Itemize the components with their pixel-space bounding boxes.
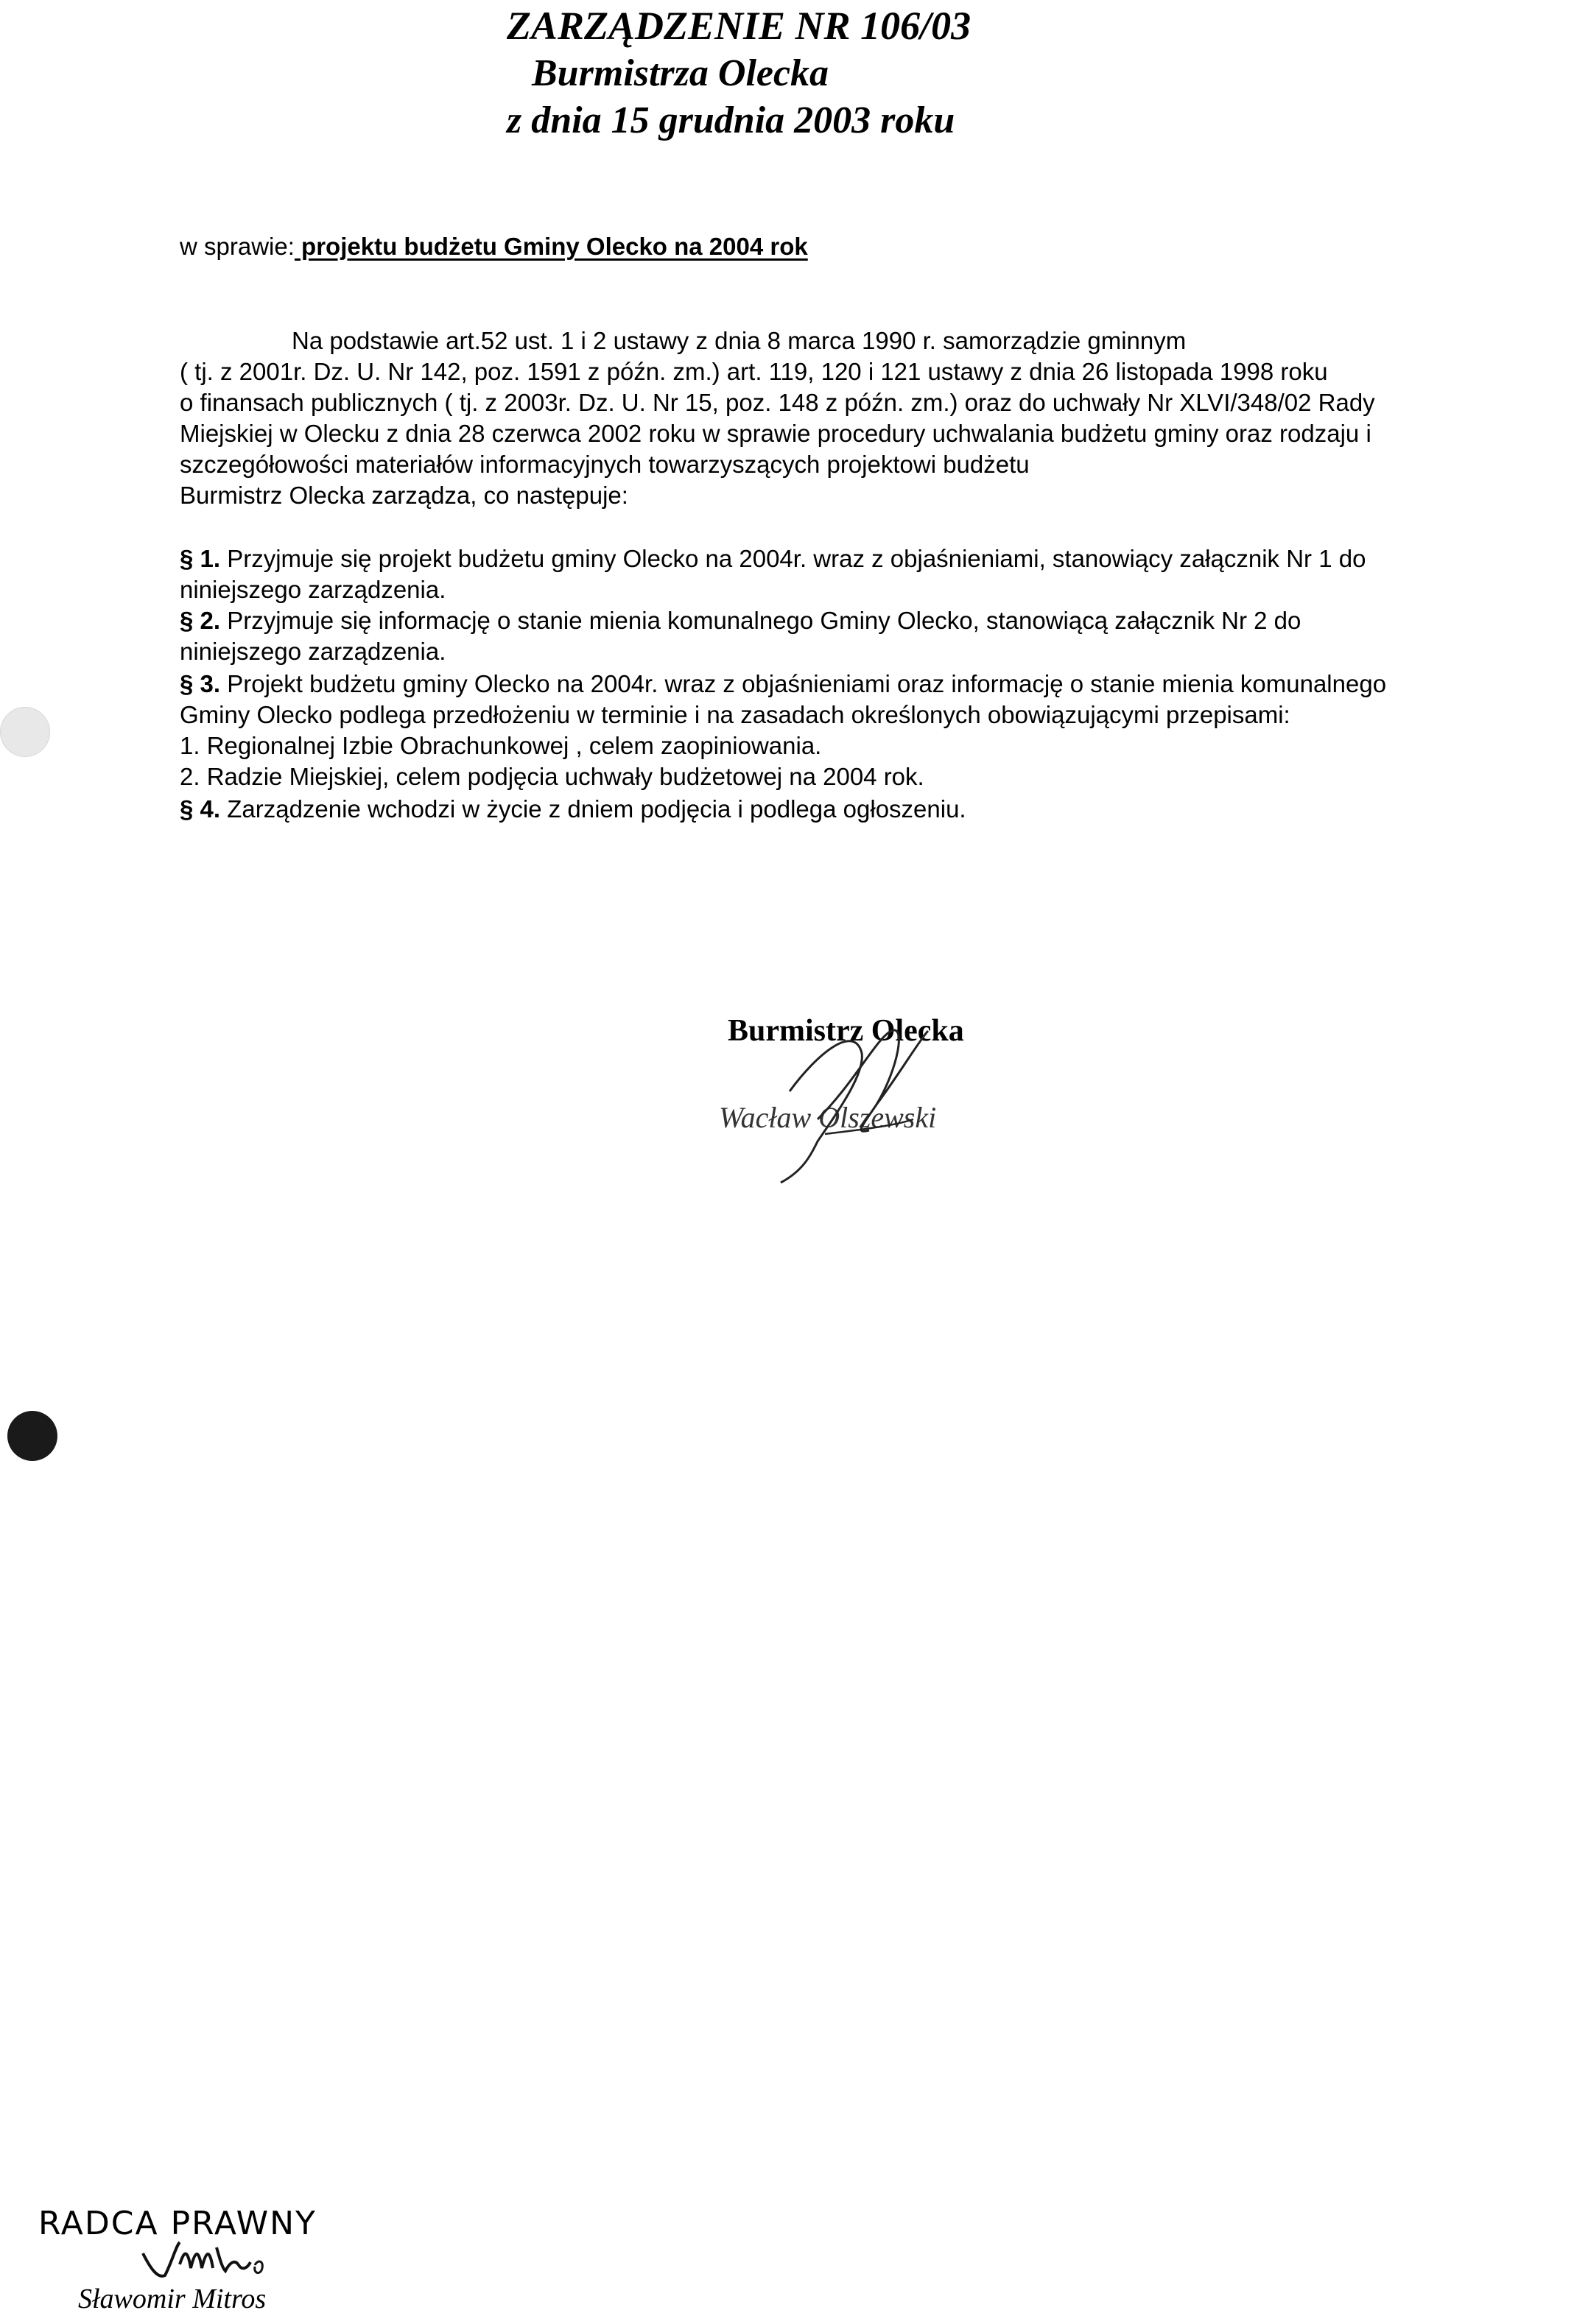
preamble-line: szczegółowości materiałów informacyjnych towarzyszących projektowi budżetu (180, 451, 1030, 478)
section-3-cont: Gminy Olecko podlega przedłożeniu w terminie i na zasadach określonych obowiązującymi przepisami: (180, 701, 1290, 728)
punch-hole-light (0, 707, 50, 757)
section-2 (180, 608, 1301, 633)
section-4 (180, 797, 966, 821)
section-text: Przyjmuje się projekt budżetu gminy Olecko na 2004r. wraz z objaśnieniami, stanowiący załącznik Nr 1 do (220, 545, 1366, 572)
preamble-line: Burmistrz Olecka zarządza, co następuje: (180, 482, 628, 509)
section-sign: § 3. (180, 670, 221, 697)
preamble-line: ( tj. z 2001r. Dz. U. Nr 142, poz. 1591 z późn. zm.) art. 119, 120 i 121 ustawy z dnia 26 listopada 1998 roku (180, 358, 1328, 385)
legal-counsel-stamp (32, 2194, 386, 2324)
section-3-item-1: 1. Regionalnej Izbie Obrachunkowej , celem zaopiniowania. (180, 732, 822, 759)
section-sign: § 1. (180, 545, 221, 572)
stamp-title: Burmistrz Olecka (728, 1014, 964, 1048)
document-title: ZARZĄDZENIE NR 106/03 (507, 4, 972, 48)
preamble-line: Na podstawie art.52 ust. 1 i 2 ustawy z dnia 8 marca 1990 r. samorządzie gminnym (292, 327, 1187, 354)
preamble-line: o finansach publicznych ( tj. z 2003r. Dz. U. Nr 15, poz. 148 z późn. zm.) oraz do uchwały Nr XLVI/348/02 Rady (180, 389, 1375, 416)
mayor-signature-stamp (707, 1009, 1046, 1186)
section-2-cont: niniejszego zarządzenia. (180, 638, 446, 665)
preamble-line: Miejskiej w Olecku z dnia 28 czerwca 2002 roku w sprawie procedury uchwalania budżetu gminy oraz rodzaju i (180, 420, 1371, 447)
punch-hole-dark (7, 1411, 57, 1461)
section-3-item-2: 2. Radzie Miejskiej, celem podjęcia uchwały budżetowej na 2004 rok. (180, 763, 924, 790)
legal-stamp-name: Sławomir Mitros (78, 2283, 267, 2314)
subject-prefix: w sprawie: (180, 233, 295, 260)
section-text: Zarządzenie wchodzi w życie z dniem podjęcia i podlega ogłoszeniu. (220, 795, 966, 823)
stamp-name: Wacław Olszewski (719, 1101, 937, 1134)
document-issuer: Burmistrza Olecka (532, 52, 829, 94)
subject-line (180, 234, 808, 258)
document-date: z dnia 15 grudnia 2003 roku (507, 99, 955, 141)
section-sign: § 2. (180, 607, 221, 634)
section-text: Przyjmuje się informację o stanie mienia komunalnego Gminy Olecko, stanowiącą załącznik Nr 2 do (220, 607, 1301, 634)
section-1 (180, 546, 1366, 571)
section-1-cont: niniejszego zarządzenia. (180, 576, 446, 603)
subject-text: projektu budżetu Gminy Olecko na 2004 rok (294, 233, 808, 260)
section-text: Projekt budżetu gminy Olecko na 2004r. wraz z objaśnieniami oraz informację o stanie mienia komunalnego (220, 670, 1387, 697)
legal-stamp-title: RADCA PRAWNY (38, 2205, 317, 2242)
section-sign: § 4. (180, 795, 221, 823)
handwritten-signature (707, 1009, 1046, 1186)
section-3 (180, 672, 1386, 696)
